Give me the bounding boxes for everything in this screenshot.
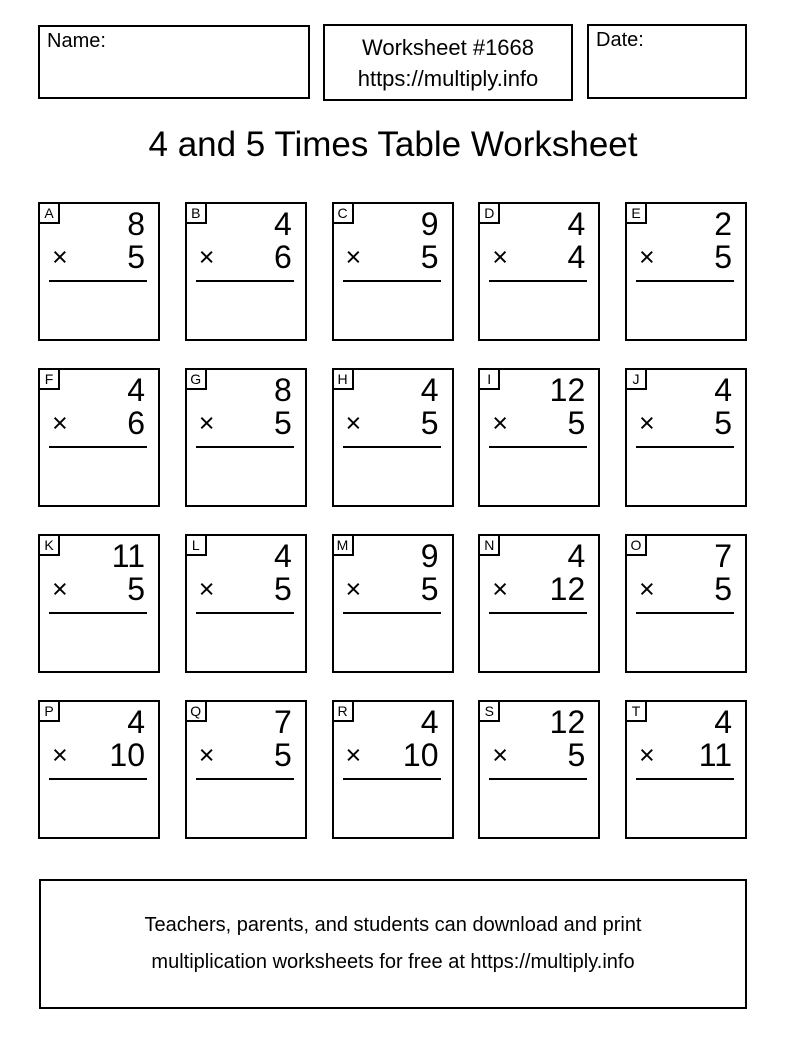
problem-top-operand: 4 (714, 372, 732, 408)
answer-blank-space (480, 282, 598, 339)
multiply-sign-icon: × (492, 740, 509, 770)
multiply-sign-icon: × (52, 574, 68, 604)
problem-top-operand: 4 (567, 538, 586, 574)
problem-top-operand: 4 (127, 704, 145, 740)
multiply-sign-icon: × (345, 408, 362, 438)
problem-cell (185, 202, 307, 341)
problem-letter-label: F (40, 370, 60, 390)
problem-top-operand: 2 (714, 206, 732, 242)
problem-top-operand: 8 (273, 372, 292, 408)
problem-cell (478, 700, 600, 839)
problem-top-operand: 9 (420, 206, 439, 242)
problem-letter-label: T (627, 702, 647, 722)
problem-cell (38, 700, 160, 839)
problem-letter-label: L (187, 536, 207, 556)
problem-bottom-operand: 6 (273, 239, 292, 275)
worksheet-info-box (323, 24, 573, 101)
problem-cell (38, 368, 160, 507)
answer-blank-space (627, 780, 745, 837)
problem-top-operand: 4 (714, 704, 732, 740)
problem-cell (625, 700, 747, 839)
problem-letter-label: D (480, 204, 500, 224)
problem-letter-label: N (480, 536, 500, 556)
problem-top-operand: 4 (273, 206, 292, 242)
answer-blank-space (40, 282, 158, 339)
problem-cell (625, 368, 747, 507)
problem-letter-label: K (40, 536, 60, 556)
answer-blank-space (40, 780, 158, 837)
problem-letter-label: P (40, 702, 60, 722)
name-field-box (38, 25, 310, 99)
problem-cell (185, 700, 307, 839)
problems-grid (38, 202, 747, 839)
problem-letter-label: Q (187, 702, 207, 722)
problem-bottom-operand: 11 (698, 737, 732, 773)
multiply-sign-icon: × (639, 574, 655, 604)
multiply-sign-icon: × (52, 740, 68, 770)
problem-bottom-operand: 5 (127, 239, 145, 275)
multiply-sign-icon: × (198, 740, 215, 770)
problem-cell (332, 368, 454, 507)
problem-letter-label: I (480, 370, 500, 390)
problem-cell (332, 700, 454, 839)
problem-cell (38, 534, 160, 673)
problem-cell (478, 534, 600, 673)
problem-letter-label: E (627, 204, 647, 224)
answer-blank-space (187, 780, 305, 837)
problem-bottom-operand: 5 (567, 737, 586, 773)
multiply-sign-icon: × (52, 408, 68, 438)
date-label: Date: (596, 29, 644, 51)
problem-bottom-operand: 5 (567, 405, 586, 441)
problem-cell (625, 534, 747, 673)
problem-top-operand: 9 (420, 538, 439, 574)
problem-top-operand: 11 (111, 538, 145, 574)
problem-bottom-operand: 5 (714, 571, 732, 607)
problem-top-operand: 7 (273, 704, 292, 740)
problem-cell (625, 202, 747, 341)
multiply-sign-icon: × (345, 242, 362, 272)
problem-letter-label: O (627, 536, 647, 556)
problem-top-operand: 8 (127, 206, 145, 242)
multiply-sign-icon: × (492, 408, 509, 438)
answer-blank-space (627, 448, 745, 505)
multiply-sign-icon: × (198, 408, 215, 438)
problem-cell (38, 202, 160, 341)
problem-top-operand: 4 (420, 372, 439, 408)
problem-top-operand: 7 (714, 538, 732, 574)
problem-cell (185, 534, 307, 673)
problem-letter-label: C (334, 204, 354, 224)
problem-cell (478, 202, 600, 341)
answer-blank-space (187, 614, 305, 671)
problem-bottom-operand: 10 (402, 737, 439, 773)
multiply-sign-icon: × (52, 242, 68, 272)
answer-blank-space (627, 614, 745, 671)
answer-blank-space (334, 448, 452, 505)
problem-bottom-operand: 4 (567, 239, 586, 275)
multiply-sign-icon: × (198, 574, 215, 604)
multiply-sign-icon: × (492, 574, 509, 604)
problem-cell (332, 534, 454, 673)
problem-cell (478, 368, 600, 507)
multiply-sign-icon: × (639, 242, 655, 272)
page-title: 4 and 5 Times Table Worksheet (148, 125, 638, 164)
problem-bottom-operand: 5 (420, 405, 439, 441)
answer-blank-space (187, 282, 305, 339)
problem-letter-label: J (627, 370, 647, 390)
answer-blank-space (480, 780, 598, 837)
name-label: Name: (47, 30, 106, 52)
answer-blank-space (627, 282, 745, 339)
footer-line-2: multiplication worksheets for free at https://multiply.info (151, 951, 635, 973)
multiply-sign-icon: × (198, 242, 215, 272)
problem-letter-label: G (187, 370, 207, 390)
problem-bottom-operand: 12 (549, 571, 586, 607)
problem-letter-label: B (187, 204, 207, 224)
answer-blank-space (187, 448, 305, 505)
answer-blank-space (480, 614, 598, 671)
problem-letter-label: A (40, 204, 60, 224)
problem-letter-label: R (334, 702, 354, 722)
problem-letter-label: M (334, 536, 354, 556)
answer-blank-space (334, 614, 452, 671)
problem-bottom-operand: 6 (127, 405, 145, 441)
site-url: https://multiply.info (357, 65, 539, 91)
problem-bottom-operand: 5 (714, 405, 732, 441)
date-field-box (587, 24, 747, 99)
multiply-sign-icon: × (345, 574, 362, 604)
multiply-sign-icon: × (492, 242, 509, 272)
worksheet-number: Worksheet #1668 (361, 34, 535, 60)
problem-bottom-operand: 5 (273, 737, 292, 773)
problem-bottom-operand: 5 (420, 571, 439, 607)
multiply-sign-icon: × (639, 408, 655, 438)
footer-info-box (39, 879, 747, 1009)
multiply-sign-icon: × (639, 740, 655, 770)
problem-cell (332, 202, 454, 341)
problem-top-operand: 12 (549, 372, 586, 408)
problem-bottom-operand: 5 (714, 239, 732, 275)
problem-bottom-operand: 10 (109, 737, 145, 773)
problem-top-operand: 4 (567, 206, 586, 242)
problem-top-operand: 4 (420, 704, 439, 740)
answer-blank-space (334, 780, 452, 837)
answer-blank-space (334, 282, 452, 339)
footer-line-1: Teachers, parents, and students can download and print (144, 914, 642, 936)
answer-blank-space (40, 448, 158, 505)
problem-bottom-operand: 5 (420, 239, 439, 275)
problem-letter-label: S (480, 702, 500, 722)
problem-letter-label: H (334, 370, 354, 390)
problem-bottom-operand: 5 (273, 405, 292, 441)
problem-top-operand: 4 (273, 538, 292, 574)
problem-bottom-operand: 5 (127, 571, 145, 607)
problem-top-operand: 4 (127, 372, 145, 408)
problem-bottom-operand: 5 (273, 571, 292, 607)
answer-blank-space (40, 614, 158, 671)
problem-cell (185, 368, 307, 507)
multiply-sign-icon: × (345, 740, 362, 770)
answer-blank-space (480, 448, 598, 505)
problem-top-operand: 12 (549, 704, 586, 740)
